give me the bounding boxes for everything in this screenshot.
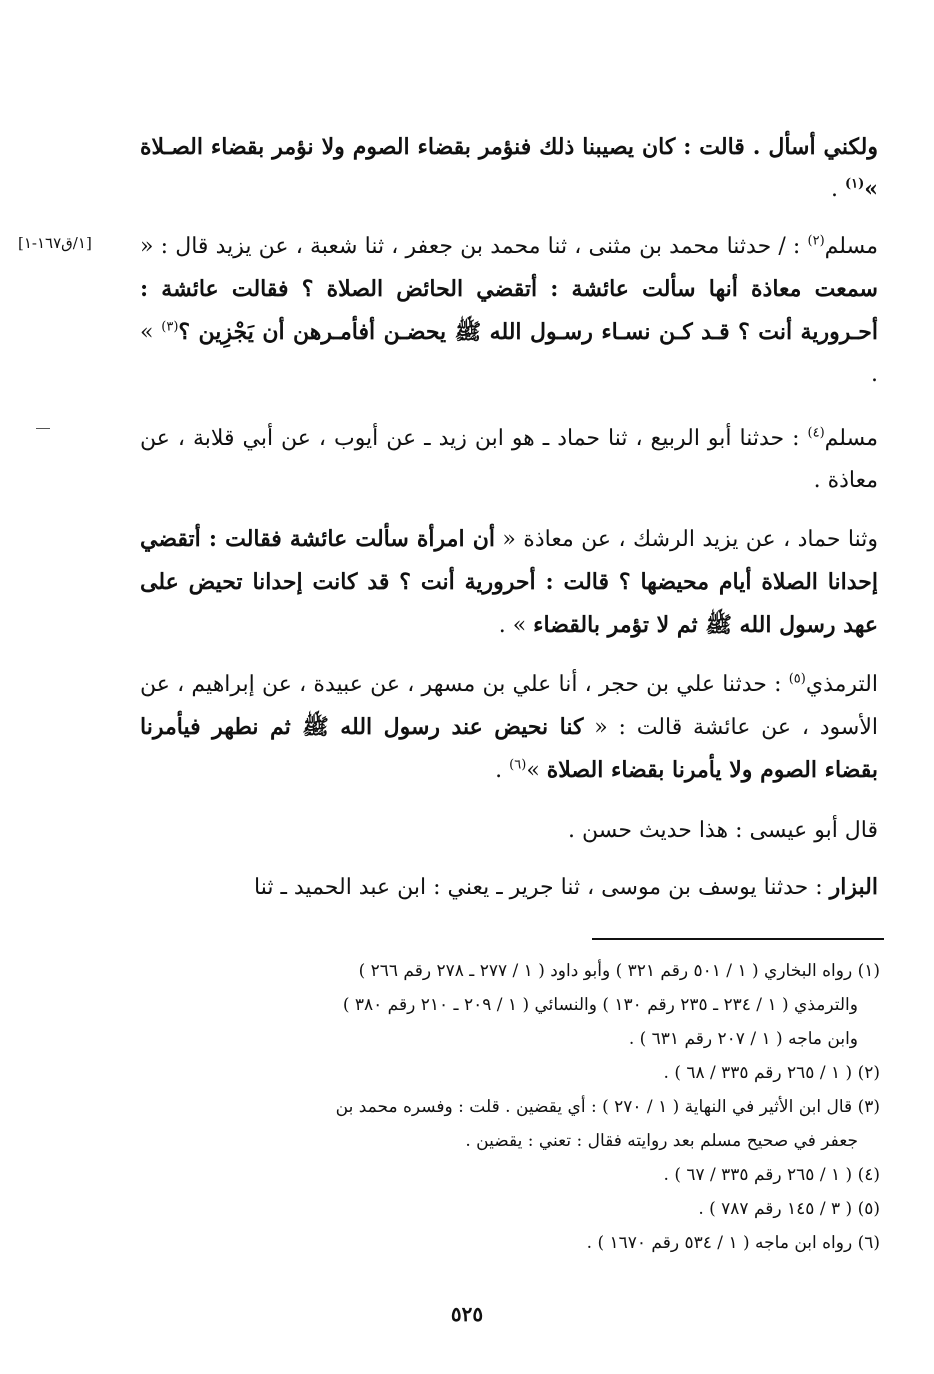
footnote-ref-3[interactable]: (٣) <box>161 319 179 335</box>
footnote-ref-1[interactable]: (١) <box>844 176 865 192</box>
punctuation: . <box>830 177 845 202</box>
footnote-5 <box>140 1192 880 1226</box>
footnote-line: جعفر في صحيح مسلم بعد روايته فقال : تعني : يقضين . <box>465 1131 858 1151</box>
punctuation: » . <box>498 613 534 638</box>
grading-text: قال أبو عيسى : هذا حديث حسن . <box>568 818 878 843</box>
footnote-separator <box>592 938 884 940</box>
source-name: مسلم <box>824 234 878 259</box>
hadith-text: كنا نحيض عند رسول الله ﷺ ثم نطهر فيأمرنا بقضاء الصوم ولا يأمرنا بقضاء الصلاة <box>140 714 878 783</box>
paragraph-4 <box>140 518 878 647</box>
isnad-text: : / حدثنا محمد بن مثنى ، ثنا محمد بن جعفر ، ثنا شعبة ، عن يزيد قال : « <box>140 234 808 259</box>
footnote-3 <box>140 1090 880 1158</box>
footnote-2 <box>140 1056 880 1090</box>
margin-mark <box>36 428 50 429</box>
footnote-line: (٥) ( ٣ / ١٤٥ رقم ٧٨٧ ) . <box>698 1199 880 1219</box>
footnote-6 <box>140 1226 880 1260</box>
footnote-ref-6[interactable]: (٦) <box>509 757 527 773</box>
manuscript-folio-ref: [١/ق١٦٧-١] <box>18 234 92 252</box>
source-name: الترمذي <box>805 672 878 697</box>
footnote-line: (٤) ( ١ / ٢٦٥ رقم ٣٣٥ / ٦٧ ) . <box>663 1165 880 1185</box>
footnote-ref-4[interactable]: (٤) <box>807 425 825 441</box>
source-name: مسلم <box>824 426 878 451</box>
page-number: ٥٢٥ <box>450 1302 484 1326</box>
paragraph-6 <box>140 810 878 852</box>
paragraph-5 <box>140 664 878 792</box>
footnote-line: وابن ماجه ( ١ / ٢٠٧ رقم ٦٣١ ) . <box>628 1029 858 1049</box>
punctuation: . <box>495 758 510 783</box>
punctuation: » . <box>140 320 878 387</box>
footnote-4 <box>140 1158 880 1192</box>
isnad-text: : حدثنا يوسف بن موسى ، ثنا جرير ـ يعني : ابن عبد الحميد ـ ثنا <box>253 875 830 900</box>
paragraph-1 <box>140 126 878 211</box>
hadith-text: أن امرأة سألت عائشة فقالت : أتقضي إحدانا الصلاة أيام محيضها ؟ قالت : أحرورية أنت ؟ قد كانت إحدانا تحيض على عهد رسول الله ﷺ ثم لا تؤمر بالقضاء <box>140 526 878 638</box>
isnad-text: : حدثنا أبو الربيع ، ثنا حماد ـ هو ابن زيد ـ عن أيوب ، عن أبي قلابة ، عن معاذة . <box>140 426 878 493</box>
footnote-line: (٦) رواه ابن ماجه ( ١ / ٥٣٤ رقم ١٦٧٠ ) . <box>586 1233 880 1253</box>
punctuation: » <box>526 758 547 783</box>
footnote-line: (١) رواه البخاري ( ١ / ٥٠١ رقم ٣٢١ ) وأبو داود ( ١ / ٢٧٧ ـ ٢٧٨ رقم ٢٦٦ ) <box>358 961 880 981</box>
footnote-ref-2[interactable]: (٢) <box>807 233 825 249</box>
paragraph-2 <box>140 226 878 396</box>
footnote-line: والترمذي ( ١ / ٢٣٤ ـ ٢٣٥ رقم ١٣٠ ) والنسائي ( ١ / ٢٠٩ ـ ٢١٠ رقم ٣٨٠ ) <box>342 995 858 1015</box>
paragraph-3 <box>140 418 878 502</box>
footnote-ref-5[interactable]: (٥) <box>788 671 806 687</box>
paragraph-7 <box>140 866 878 909</box>
source-name: البزار <box>829 874 878 900</box>
hadith-text: سمعت معاذة أنها سألت عائشة : أتقضي الحائض الصلاة ؟ فقالت عائشة : أحـرورية أنت ؟ قـد كـن نسـاء رسـول الله ﷺ يحضـن أفأمـرهن أن يَجْزِين ؟ <box>140 276 879 345</box>
isnad-text: : حدثنا علي بن حجر ، أنا علي بن مسهر ، عن عبيدة ، عن إبراهيم ، عن الأسود ، عن عائشة قالت : « <box>140 672 879 740</box>
hadith-text: ولكني أسأل . قالت : كان يصيبنا ذلك فنؤمر بقضاء الصوم ولا نؤمر بقضاء الصـلاة » <box>140 134 878 202</box>
footnote-line: (٢) ( ١ / ٢٦٥ رقم ٣٣٥ / ٦٨ ) . <box>663 1063 880 1083</box>
footnote-line: (٣) قال ابن الأثير في النهاية ( ١ / ٢٧٠ ) : أي يقضين . قلت : وفسره محمد بن <box>335 1097 880 1117</box>
isnad-text: وثنا حماد ، عن يزيد الرشك ، عن معاذة « <box>494 527 878 552</box>
footnote-1 <box>140 954 880 1056</box>
footnotes <box>140 954 880 1260</box>
